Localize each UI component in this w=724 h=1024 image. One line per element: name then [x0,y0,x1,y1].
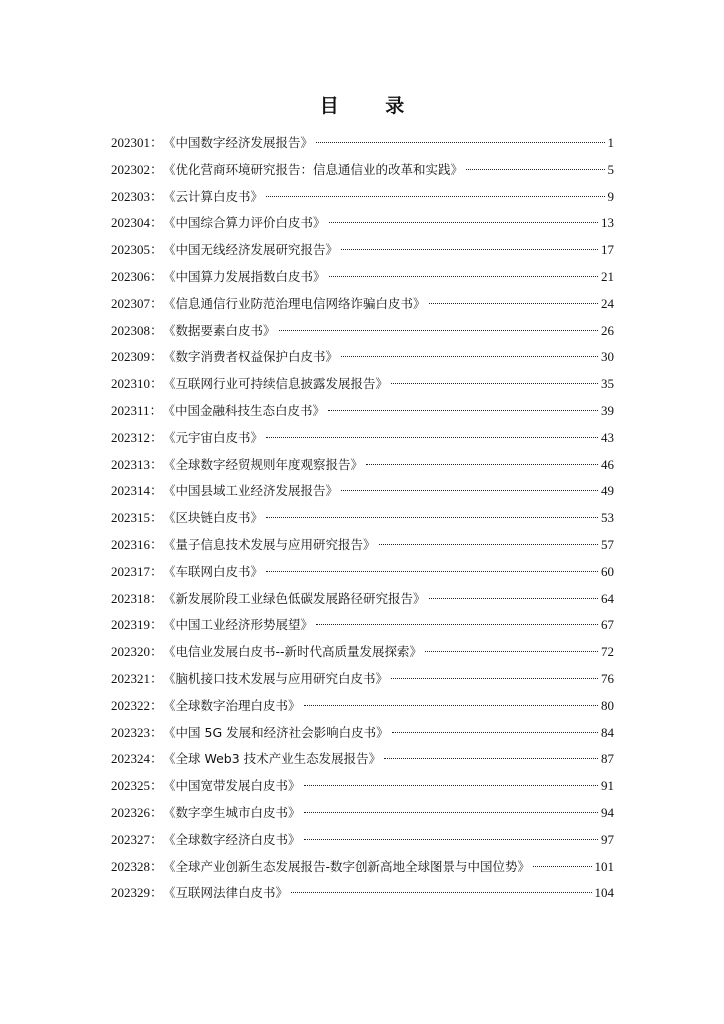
toc-entry-title: 《云计算白皮书》 [163,188,264,204]
toc-entry-page-number: 91 [601,778,614,794]
toc-entry-page-number: 72 [601,644,614,660]
toc-entry-title: 《全球数字治理白皮书》 [163,697,301,713]
toc-entry-title: 《中国金融科技生态白皮书》 [162,402,326,418]
toc-entry-page-number: 24 [601,295,614,311]
toc-entry-page-number: 67 [601,617,614,633]
toc-entry-title: 《优化营商环境研究报告：信息通信业的改革和实践》 [163,161,464,177]
toc-entry-title: 《中国 5G 发展和经济社会影响白皮书》 [163,724,389,740]
toc-entry-page-number: 84 [601,724,614,740]
toc-entry[interactable] [111,398,614,425]
toc-entry-code: 202311： [111,402,163,418]
toc-entry-title: 《脑机接口技术发展与应用研究白皮书》 [163,670,389,686]
toc-entry-code: 202303： [111,188,164,204]
toc-entry-page-number: 80 [601,697,614,713]
toc-entry-page-number: 104 [594,885,614,901]
toc-entry[interactable] [111,452,614,479]
toc-entry-page-number: 76 [601,670,614,686]
toc-entry[interactable] [111,344,614,371]
toc-entry-title: 《全球数字经贸规则年度观察报告》 [163,456,364,472]
toc-entry-title: 《数字孪生城市白皮书》 [163,804,301,820]
toc-entry-code: 202324： [111,751,164,767]
toc-entry-page-number: 13 [601,215,614,231]
toc-entry-code: 202323： [111,724,164,740]
toc-entry-title: 《中国无线经济发展研究报告》 [163,242,339,258]
toc-entry-code: 202328： [111,858,164,874]
toc-entry-code: 202315： [111,510,164,526]
toc-dot-leader [466,169,604,170]
toc-entry-code: 202327： [111,831,164,847]
toc-entry-code: 202307： [111,295,164,311]
toc-entry-title: 《中国算力发展指数白皮书》 [163,268,326,284]
toc-entry-page-number: 87 [601,751,614,767]
toc-entry[interactable] [111,184,614,211]
toc-entry-page-number: 5 [607,161,614,177]
toc-dot-leader [392,732,598,733]
toc-entry-page-number: 26 [601,322,614,338]
toc-entry[interactable] [111,505,614,532]
toc-entry[interactable] [111,264,614,291]
toc-entry[interactable] [111,559,614,586]
toc-dot-leader [316,142,604,143]
toc-entry-page-number: 97 [601,831,614,847]
toc-entry-code: 202321： [111,670,164,686]
toc-entry-code: 202305： [111,242,164,258]
toc-entry-title: 《中国数字经济发展报告》 [163,135,314,150]
toc-dot-leader [366,464,598,465]
toc-entry[interactable] [111,880,614,907]
toc-entry[interactable] [111,586,614,613]
toc-entry-page-number: 9 [607,188,614,204]
toc-entry[interactable] [111,210,614,237]
toc-entry-title: 《数据要素白皮书》 [163,322,276,338]
toc-entry-title: 《新发展阶段工业绿色低碳发展路径研究报告》 [163,590,426,606]
toc-entry[interactable] [111,237,614,264]
toc-entry-page-number: 17 [601,242,614,258]
toc-entry[interactable] [111,157,614,184]
toc-entry-code: 202308： [111,322,164,338]
toc-entry[interactable] [111,666,614,693]
toc-entry-title: 《电信业发展白皮书--新时代高质量发展探索》 [163,644,423,660]
toc-entry-code: 202325： [111,778,164,794]
toc-entry[interactable] [111,854,614,881]
toc-dot-leader [291,892,591,893]
toc-entry-title: 《互联网法律白皮书》 [163,885,289,901]
toc-dot-leader [341,490,598,491]
toc-entry-code: 202318： [111,590,164,606]
toc-entry-page-number: 94 [601,804,614,820]
toc-entry[interactable] [111,639,614,666]
toc-entry[interactable] [111,693,614,720]
toc-dot-leader [341,356,598,357]
toc-dot-leader [304,839,598,840]
toc-dot-leader [341,249,598,250]
toc-dot-leader [429,598,598,599]
toc-dot-leader [379,544,598,545]
toc-entry[interactable] [111,371,614,398]
toc-entry-page-number: 30 [601,349,614,365]
toc-dot-leader [329,222,598,223]
toc-entry-code: 202319： [111,617,164,633]
toc-entry-title: 《中国工业经济形势展望》 [163,617,314,633]
toc-list [111,130,614,907]
toc-entry-title: 《互联网行业可持续信息披露发展报告》 [163,376,389,392]
toc-entry[interactable] [111,827,614,854]
toc-dot-leader [328,410,598,411]
toc-dot-leader [533,866,591,867]
toc-entry-code: 202316： [111,536,164,552]
toc-entry-title: 《全球 Web3 技术产业生态发展报告》 [163,751,382,767]
toc-entry-page-number: 43 [601,429,614,445]
toc-dot-leader [304,785,598,786]
toc-entry[interactable] [111,800,614,827]
toc-dot-leader [266,571,598,572]
toc-dot-leader [304,705,598,706]
toc-entry-code: 202314： [111,483,164,499]
toc-entry-code: 202309： [111,349,164,365]
toc-dot-leader [266,437,598,438]
toc-entry-title: 《信息通信行业防范治理电信网络诈骗白皮书》 [163,295,426,311]
toc-entry-title: 《全球数字经济白皮书》 [163,831,301,847]
toc-entry-code: 202306： [111,268,164,284]
toc-entry-title: 《中国综合算力评价白皮书》 [163,215,326,231]
toc-entry-title: 《中国宽带发展白皮书》 [163,778,301,794]
toc-dot-leader [329,276,598,277]
toc-entry-code: 202304： [111,215,164,231]
toc-entry-title: 《全球产业创新生态发展报告-数字创新高地全球图景与中国位势》 [163,858,531,874]
toc-entry[interactable] [111,478,614,505]
toc-dot-leader [316,624,598,625]
toc-entry[interactable] [111,318,614,345]
toc-entry-title: 《数字消费者权益保护白皮书》 [163,349,339,365]
toc-dot-leader [391,383,598,384]
toc-entry-page-number: 39 [601,402,614,418]
toc-entry-page-number: 35 [601,376,614,392]
toc-entry[interactable] [111,612,614,639]
toc-entry-code: 202320： [111,644,164,660]
toc-dot-leader [391,678,598,679]
toc-entry[interactable] [111,746,614,773]
toc-dot-leader [304,812,598,813]
toc-entry-page-number: 57 [601,536,614,552]
toc-entry[interactable] [111,425,614,452]
toc-dot-leader [266,196,604,197]
toc-dot-leader [425,651,598,652]
toc-entry-title: 《元宇宙白皮书》 [163,429,264,445]
toc-entry-title: 《区块链白皮书》 [163,510,264,526]
toc-entry-code: 202302： [111,161,164,177]
toc-entry[interactable] [111,532,614,559]
toc-entry-code: 202317： [111,563,164,579]
toc-entry-page-number: 64 [601,590,614,606]
toc-dot-leader [279,330,598,331]
toc-entry-page-number: 46 [601,456,614,472]
toc-entry-code: 202329： [111,885,164,901]
toc-entry-page-number: 49 [601,483,614,499]
toc-entry-code: 202310： [111,376,164,392]
toc-entry-title: 《量子信息技术发展与应用研究报告》 [163,536,376,552]
toc-dot-leader [266,517,598,518]
toc-entry[interactable] [111,720,614,747]
toc-entry-page-number: 21 [601,268,614,284]
toc-entry[interactable] [111,130,614,157]
toc-dot-leader [384,758,598,759]
toc-entry-page-number: 60 [601,563,614,579]
toc-entry[interactable] [111,291,614,318]
toc-entry-code: 202312： [111,429,164,445]
toc-entry-title: 《中国县域工业经济发展报告》 [163,483,339,499]
page-title: 目 录 [319,95,425,117]
toc-entry-code: 202322： [111,697,164,713]
toc-entry-code: 202326： [111,804,164,820]
toc-entry-code: 202313： [111,456,164,472]
toc-entry-page-number: 1 [607,135,614,150]
toc-entry[interactable] [111,773,614,800]
toc-entry-page-number: 101 [594,858,614,874]
toc-entry-title: 《车联网白皮书》 [163,563,264,579]
toc-dot-leader [429,303,598,304]
toc-entry-page-number: 53 [601,510,614,526]
toc-entry-code: 202301： [111,135,164,150]
